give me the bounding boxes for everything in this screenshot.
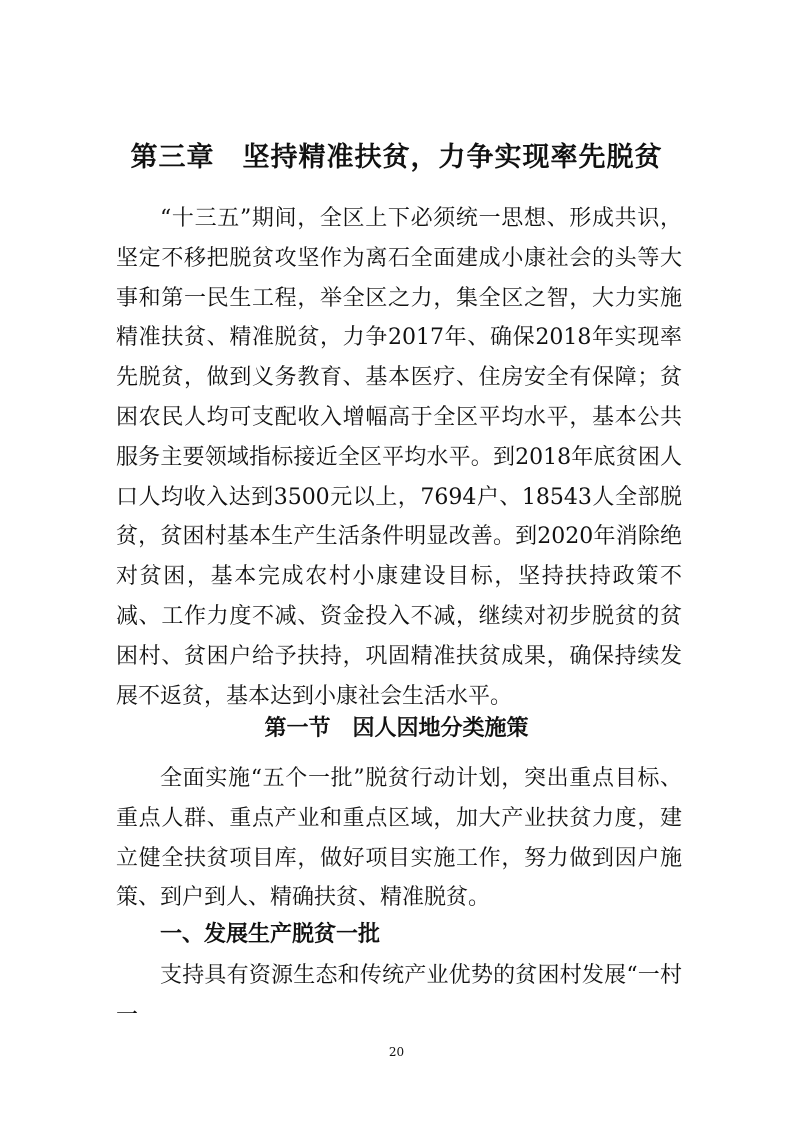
subsection-heading: 一、发展生产脱贫一批 [160,922,381,947]
section-title: 第一节 因人因地分类施策 [264,716,529,741]
intro-paragraph: “十三五”期间，全区上下必须统一思想、形成共识，坚定不移把脱贫攻坚作为离石全面建成小康社会的头等大事和第一民生工程，举全区之力，集全区之智，大力实施精准扶贫、精准脱贫，力争2017年、确保2018年实现率先脱贫，做到义务教育、基本医疗、住房安全有保障；贫困农民人均可支配收入增幅高于全区平均水平，基本公共服务主要领域指标接近全区平均水平。到2018年底贫困人口人均收入达到3500元以上，7694户、18543人全部脱贫，贫困村基本生产生活条件明显改善。到2020年消除绝对贫困，基本完成农村小康建设目标，坚持扶持政策不减、工作力度不减、资金投入不减，继续对初步脱贫的贫困村、贫困户给予扶持，巩固精准扶贫成果，确保持续发展不返贫，基本达到小康社会生活水平。 [116,206,682,709]
page-number: 20 [388,1045,405,1059]
chapter-title: 第三章 坚持精准扶贫，力争实现率先脱贫 [130,142,663,173]
subsection-paragraph: 支持具有资源生态和传统产业优势的贫困村发展“一村一 [116,963,682,1028]
section-paragraph: 全面实施“五个一批”脱贫行动计划，突出重点目标、重点人群、重点产业和重点区域，加大产业扶贫力度，建立健全扶贫项目库，做好项目实施工作，努力做到因户施策、到户到人、精确扶贫、精准脱贫。 [116,766,682,911]
